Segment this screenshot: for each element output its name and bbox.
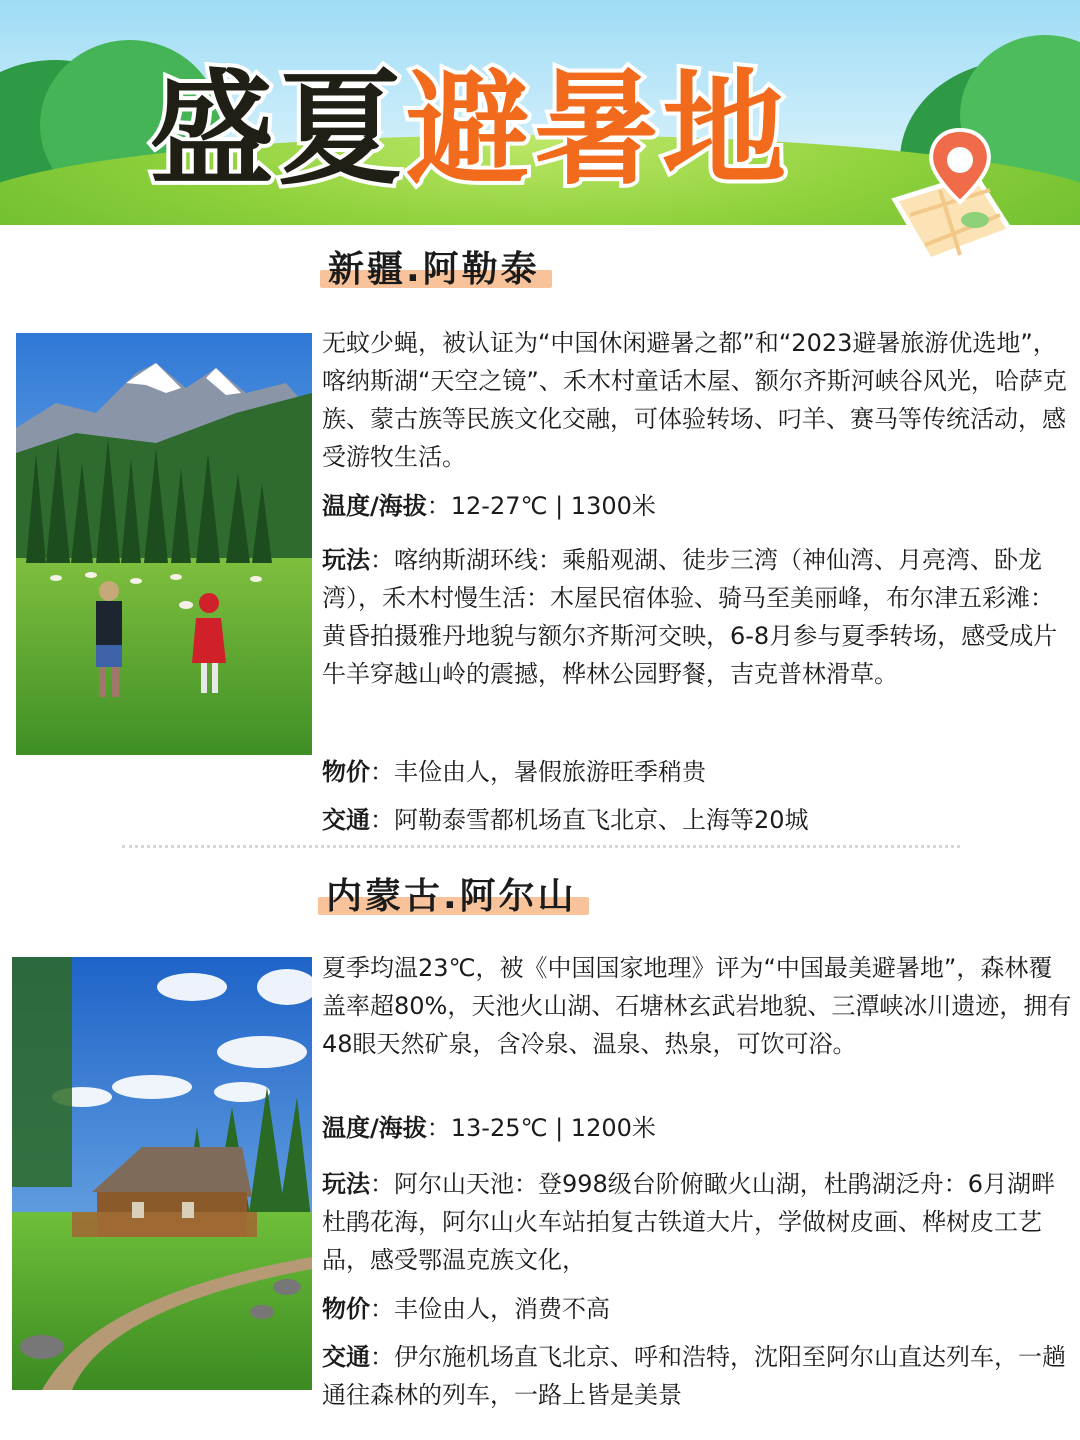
temp-value: 12-27℃ | 1300米 (450, 492, 656, 520)
temp-label: 温度/海拔 (322, 1114, 427, 1142)
traffic-value: 阿勒泰雪都机场直飞北京、上海等20城 (394, 806, 809, 834)
temp-value: 13-25℃ | 1200米 (450, 1114, 656, 1142)
play-label: 玩法 (322, 546, 370, 574)
altay-photo (16, 333, 312, 755)
map-pin-icon (880, 120, 1020, 270)
altay-intro: 无蚊少蝇，被认证为“中国休闲避暑之都”和“2023避暑旅游优选地”，喀纳斯湖“天空之镜”、禾木村童话木屋、额尔齐斯河峡谷风光，哈萨克族、蒙古族等民族文化交融，可体验转场、叼羊、赛马等传统活动，感受游牧生活。 (322, 329, 1067, 471)
colon: ： (370, 546, 394, 574)
altay-traffic-row (322, 801, 1074, 839)
page-title (150, 55, 790, 205)
arxan-price-row (322, 1290, 1074, 1328)
price-label: 物价 (322, 758, 370, 786)
colon: ： (370, 1343, 394, 1371)
colon: ： (370, 758, 394, 786)
section-title-text: 内蒙古.阿尔山 (326, 876, 577, 917)
traffic-label: 交通 (322, 806, 370, 834)
play-value: 喀纳斯湖环线：乘船观湖、徒步三湾（神仙湾、月亮湾、卧龙湾），禾木村慢生活：木屋民宿体验、骑马至美丽峰，布尔津五彩滩：黄昏拍摄雅丹地貌与额尔齐斯河交映，6-8月参与夏季转场，感受成片牛羊穿越山岭的震撼，桦林公园野餐，吉克普林滑草。 (322, 546, 1058, 688)
altay-price-row (322, 753, 1074, 791)
section-title-arxan (318, 877, 589, 917)
section-title-text: 新疆.阿勒泰 (328, 249, 540, 290)
price-label: 物价 (322, 1295, 370, 1323)
colon: ： (370, 806, 394, 834)
title-orange-part: 避暑地 (406, 58, 791, 202)
title-dark-part: 盛夏 (150, 58, 407, 202)
play-label: 玩法 (322, 1170, 370, 1198)
temp-label: 温度/海拔 (322, 492, 427, 520)
price-value: 丰俭由人，消费不高 (394, 1295, 610, 1323)
arxan-traffic-row (322, 1338, 1074, 1414)
colon: ： (370, 1170, 394, 1198)
altay-play-row (322, 541, 1074, 693)
section-title-altay (320, 250, 552, 290)
colon: ： (426, 1114, 451, 1142)
price-value: 丰俭由人，暑假旅游旺季稍贵 (394, 758, 706, 786)
colon: ： (370, 1295, 394, 1323)
arxan-photo (12, 957, 312, 1390)
play-value: 阿尔山天池：登998级台阶俯瞰火山湖，杜鹃湖泛舟：6月湖畔杜鹃花海，阿尔山火车站拍复古铁道大片，学做树皮画、桦树皮工艺品，感受鄂温克族文化， (322, 1170, 1056, 1274)
arxan-play-row (322, 1165, 1074, 1279)
arxan-intro: 夏季均温23℃，被《中国国家地理》评为“中国最美避暑地”，森林覆盖率超80%，天池火山湖、石塘林玄武岩地貌、三潭峡冰川遗迹，拥有48眼天然矿泉，含冷泉、温泉、热泉，可饮可浴。 (322, 954, 1072, 1058)
altay-temp-row (322, 487, 1074, 525)
section-divider (122, 845, 960, 848)
arxan-temp-row (322, 1109, 1074, 1147)
colon: ： (426, 492, 451, 520)
traffic-value: 伊尔施机场直飞北京、呼和浩特，沈阳至阿尔山直达列车，一趟通往森林的列车，一路上皆是美景 (322, 1343, 1066, 1409)
traffic-label: 交通 (322, 1343, 370, 1371)
